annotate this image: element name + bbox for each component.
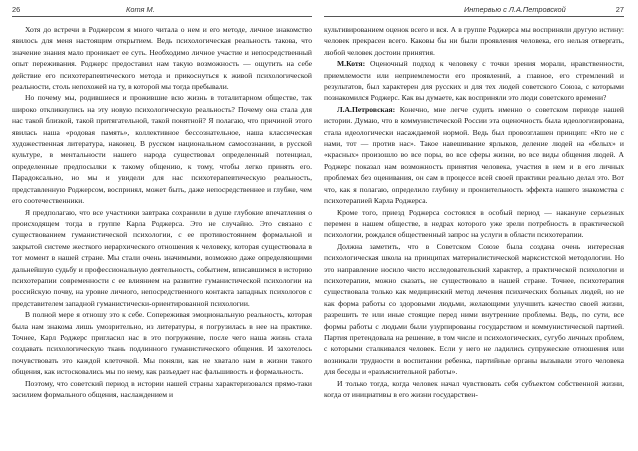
paragraph xyxy=(324,241,624,378)
left-page-number: 26 xyxy=(12,5,21,14)
left-page xyxy=(12,0,312,451)
speaker-label: М.Котя: xyxy=(337,59,366,69)
right-running-head: Интервью с Л.А.Петровской xyxy=(464,5,566,14)
paragraph-text: И только тогда, когда человек начал чувствовать себя субъектом собственной жизни, когда от инициативы в его жизни государствен- xyxy=(324,378,624,399)
paragraph-text: Конечно, мне легче судить именно о советском периоде нашей истории. Думаю, что в коммунистической России эта оценочность была идеологизирована, стала идеологически насаждаемой нормой. Ведь был провозглашен принцип: «Кто не с нами, тот — против нас». Такое навешивание ярлыков, деление людей на «белых» и «красных» произошло во все поры, во все сферы жизни, во все виды общения людей. А Роджерс показал нам возможность принятия человека, участия в нем и в его личных проблемах без оценивания, он сам в процессе всей своей практики реально делал это. Вот что, как я полагаю, определило глубину и пронзительность эффекта нашего знакомства с психотерапией Карла Роджерса. xyxy=(324,104,624,206)
left-header-rule xyxy=(12,16,312,17)
paragraph-text: Должна заметить, что в Советском Союзе была создана очень интересная психологическая школа на принципах материалистической марксистской методологии. Но это направление носило чисто исследовательский характер, а практической психологии и психотерапии, можно сказать, не существовало в нашей стране. Точнее, психотерапия существовала только как медицинский метод лечения психических больных людей, но не как форма работы со здоровыми людьми, желающими улучшить качество своей жизни, разрешить те или иные стоящие перед ними внутренние проблемы. Ведь, по сути, все формы работы с людьми были узурпированы государством и коммунистической партией. Партия претендовала на решение, в том числе и психологических, сугубо личных проблем, с которыми сталкивался человек. Если у него не ладились супружеские отношения или возникали трудности в воспитании ребенка, партийные органы вызывали этого человека для беседы и «разъяснительной работы». xyxy=(324,241,624,377)
right-page-number: 27 xyxy=(615,5,624,14)
paragraph-text: культивированием оценок всего и вся. А в группе Роджерса мы восприняли другую истину: человек прекрасен всего. Каковы бы ни были проявления человека, его нельзя отвергать, любой человек достоин принятия. xyxy=(324,25,624,57)
paragraph: Хотя до встречи в Роджерсом я много читала о нем и его методе, личное знакомство явилось для меня настоящим открытием. Ведь психологическая реальность такова, что значение знания мало проникает ее суть. Необходимо личное участие и непосредственный опыт переживания. Роджерс предоставил нам такую возможность — ощутить на себе действие его психотерапевтического метода и прикоснуться к живой психологической реальности, столь непохожей на ту, в которой мы тогда пребывали. xyxy=(12,25,312,92)
right-page-body xyxy=(324,24,624,446)
left-page-body xyxy=(12,24,312,446)
paragraph: Но почему мы, родившиеся и прожившие всю жизнь в тоталитарном обществе, так широко откликнулись на эту новую психологическую реальность? Почему она стала для нас такой близкой, такой притягательной, такой понятной? Я полагаю, что причиной этого явилась наша «родовая память», коллективное бессознательное, наша классическая художественная литература, наконец. В русском национальном самосознании, в русской культуре, в ментальности нашего народа существовал определенный потенциал, определенные предпосылки к такому общению, к тому, чтобы легко принять его. Парадоксально, но мы и увидели для нас психотерапевтическую реальность, представленную Роджерсом, воспринял, может быть, даже непосредственнее и глубже, чем его соотечественники. xyxy=(12,93,312,206)
paragraph: Я предполагаю, что все участники завтрака сохранили в душе глубокие впечатления о происходящем тогда в группе Карла Роджерса. Это не случайно. Это связано с существованием гуманистической психологии, с ее противостоянием формальной и закрытой системе жесткого иерархического отношения к человеку, которая существовала в тот момент в нашей стране. Мы стали очень значимыми, возможно даже определяющими дальнейшую судьбу и профессиональную деятельность, событием, вписавшимся в историю психотерапии современности с ее влиянием на развитие гуманистической психологии на российскую почву, на уровне личного, непосредственного контакта западных психологов с представителем западной гуманистически-ориентированной психологии. xyxy=(12,207,312,308)
paragraph xyxy=(324,24,624,58)
paragraph: В полной мере я отношу это к себе. Сопереживая эмоциональную реальность, которая была нам знакома лишь умозрительно, из литературы, я погрузилась в нее на практике. Точнее, Карл Роджерс пригласил нас в это погружение, после чего наша жизнь стала создавать психологическую ткань подлинного гуманистического общения. И захотелось почувствовать это каждой клеточкой. Мы поняли, как не хватало нам в жизни такого общения, как истосковались мы по нему, как разъедает нас фальшивость и формальность. xyxy=(12,310,312,377)
paragraph-text: Кроме того, приезд Роджерса состоялся в особый период — накануне серьезных перемен в нашем обществе, в недрах которого уже зрели потребность в практической психологии, рождался общественный запрос на услуги в области психотерапии. xyxy=(324,207,624,240)
right-header-rule xyxy=(324,16,624,17)
paragraph xyxy=(324,207,624,241)
speaker-label: Л.А.Петровская: xyxy=(337,104,396,114)
paragraph-text: Оценочный подход к человеку с точки зрения морали, нравственности, приемлемости или неприемлемости его проявлений, а главное, его стремлений и результатов, был характерен для русских и для тех людей советского Союза, с которыми познакомился Роджерс. Как вы думаете, как восприняли это люди советского времени? xyxy=(324,59,624,103)
paragraph xyxy=(324,378,624,401)
right-page xyxy=(324,0,624,451)
left-running-head: Котя М. xyxy=(126,5,155,14)
paragraph xyxy=(324,58,624,104)
paragraph xyxy=(324,104,624,207)
paragraph: Поэтому, что советский период в истории нашей страны характеризовался прямо-таки засилием формального общения, наслаждением и xyxy=(12,378,312,399)
